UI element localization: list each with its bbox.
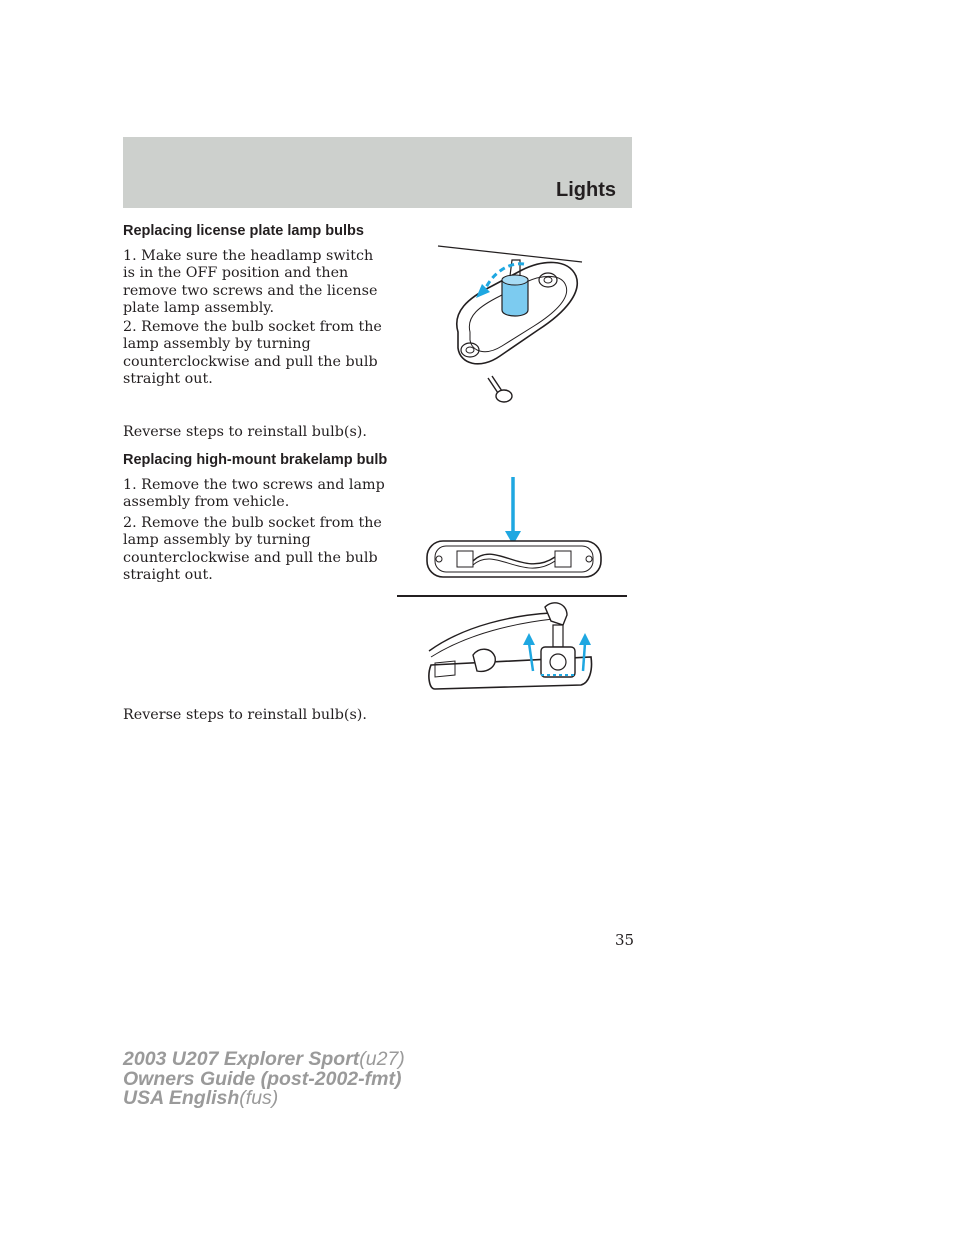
license-plate-step-2: 2. Remove the bulb socket from the lamp assembly by turning counterclockwise and pull the bulb straight out. xyxy=(123,319,382,388)
footer-line-3: USA English(fus) xyxy=(123,1087,279,1109)
license-plate-lamp-illustration xyxy=(430,240,600,410)
brakelamp-heading: Replacing high-mount brakelamp bulb xyxy=(123,452,388,468)
brakelamp-reverse-note: Reverse steps to reinstall bulb(s). xyxy=(123,707,367,723)
license-plate-step-1: 1. Make sure the headlamp switch is in the OFF position and then remove two screws and the license plate lamp assembly. xyxy=(123,248,378,317)
brakelamp-step-1: 1. Remove the two screws and lamp assembly from vehicle. xyxy=(123,477,385,511)
document-footer xyxy=(123,1050,405,1109)
section-title: Lights xyxy=(556,179,616,201)
footer-line-1: 2003 U207 Explorer Sport(u27) xyxy=(123,1048,405,1070)
brakelamp-illustration xyxy=(395,475,630,697)
license-plate-heading: Replacing license plate lamp bulbs xyxy=(123,223,364,239)
section-header-band xyxy=(123,137,632,208)
license-plate-reverse-note: Reverse steps to reinstall bulb(s). xyxy=(123,424,367,440)
brakelamp-step-2: 2. Remove the bulb socket from the lamp assembly by turning counterclockwise and pull the bulb straight out. xyxy=(123,515,382,584)
page-number: 35 xyxy=(615,931,635,949)
footer-line-2: Owners Guide (post-2002-fmt) xyxy=(123,1067,402,1090)
